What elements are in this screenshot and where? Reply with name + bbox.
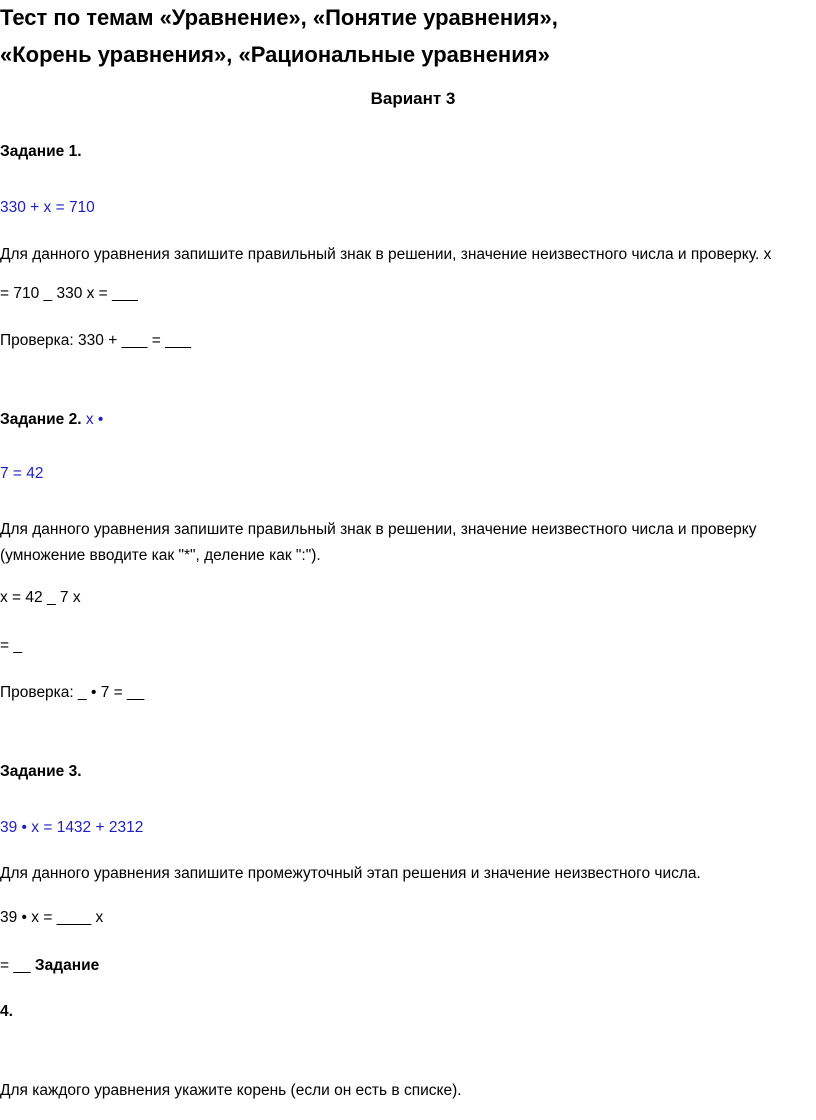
task2-instruction-line1: Для данного уравнения запишите правильный знак в решении, значение неизвестного числа и проверку: [0, 521, 757, 538]
task2-heading: Задание 2.: [0, 411, 82, 428]
task3-solution-answer: = __: [0, 957, 31, 974]
task2-equation-part2: 7 = 42: [0, 465, 44, 482]
task3-instruction: Для данного уравнения запишите промежуточный этап решения и значение неизвестного числа.: [0, 865, 701, 882]
task4-instruction: Для каждого уравнения укажите корень (если он есть в списке).: [0, 1082, 462, 1099]
task3-heading: Задание 3.: [0, 763, 82, 780]
task2-equation-part1: x •: [85, 411, 104, 428]
task2-heading-line: [0, 410, 103, 430]
task2-solution-line2: = _: [0, 637, 22, 654]
task2-solution-line1: x = 42 _ 7 x: [0, 589, 81, 606]
task3-solution-line2: [0, 956, 99, 976]
task4-heading-part1: Задание: [34, 957, 100, 974]
task2-instruction-line2: (умножение вводите как "*", деление как ":").: [0, 547, 321, 564]
task1-equation: 330 + x = 710: [0, 199, 95, 216]
task3-solution-line1: 39 • x = ____ x: [0, 909, 104, 926]
task1-check: Проверка: 330 + ___ = ___: [0, 332, 191, 349]
task1-heading: Задание 1.: [0, 143, 82, 160]
task4-heading-part2: 4.: [0, 1003, 13, 1020]
task3-equation: 39 • x = 1432 + 2312: [0, 819, 144, 836]
task1-instruction: Для данного уравнения запишите правильный знак в решении, значение неизвестного числа и проверку. x: [0, 246, 772, 263]
task2-check: Проверка: _ • 7 = __: [0, 684, 145, 701]
title-line-2: «Корень уравнения», «Рациональные уравнения»: [0, 42, 550, 67]
variant-heading: Вариант 3: [370, 89, 456, 108]
title-line-1: Тест по темам «Уравнение», «Понятие уравнения»,: [0, 5, 558, 30]
task1-solution: = 710 _ 330 x = ___: [0, 285, 138, 302]
